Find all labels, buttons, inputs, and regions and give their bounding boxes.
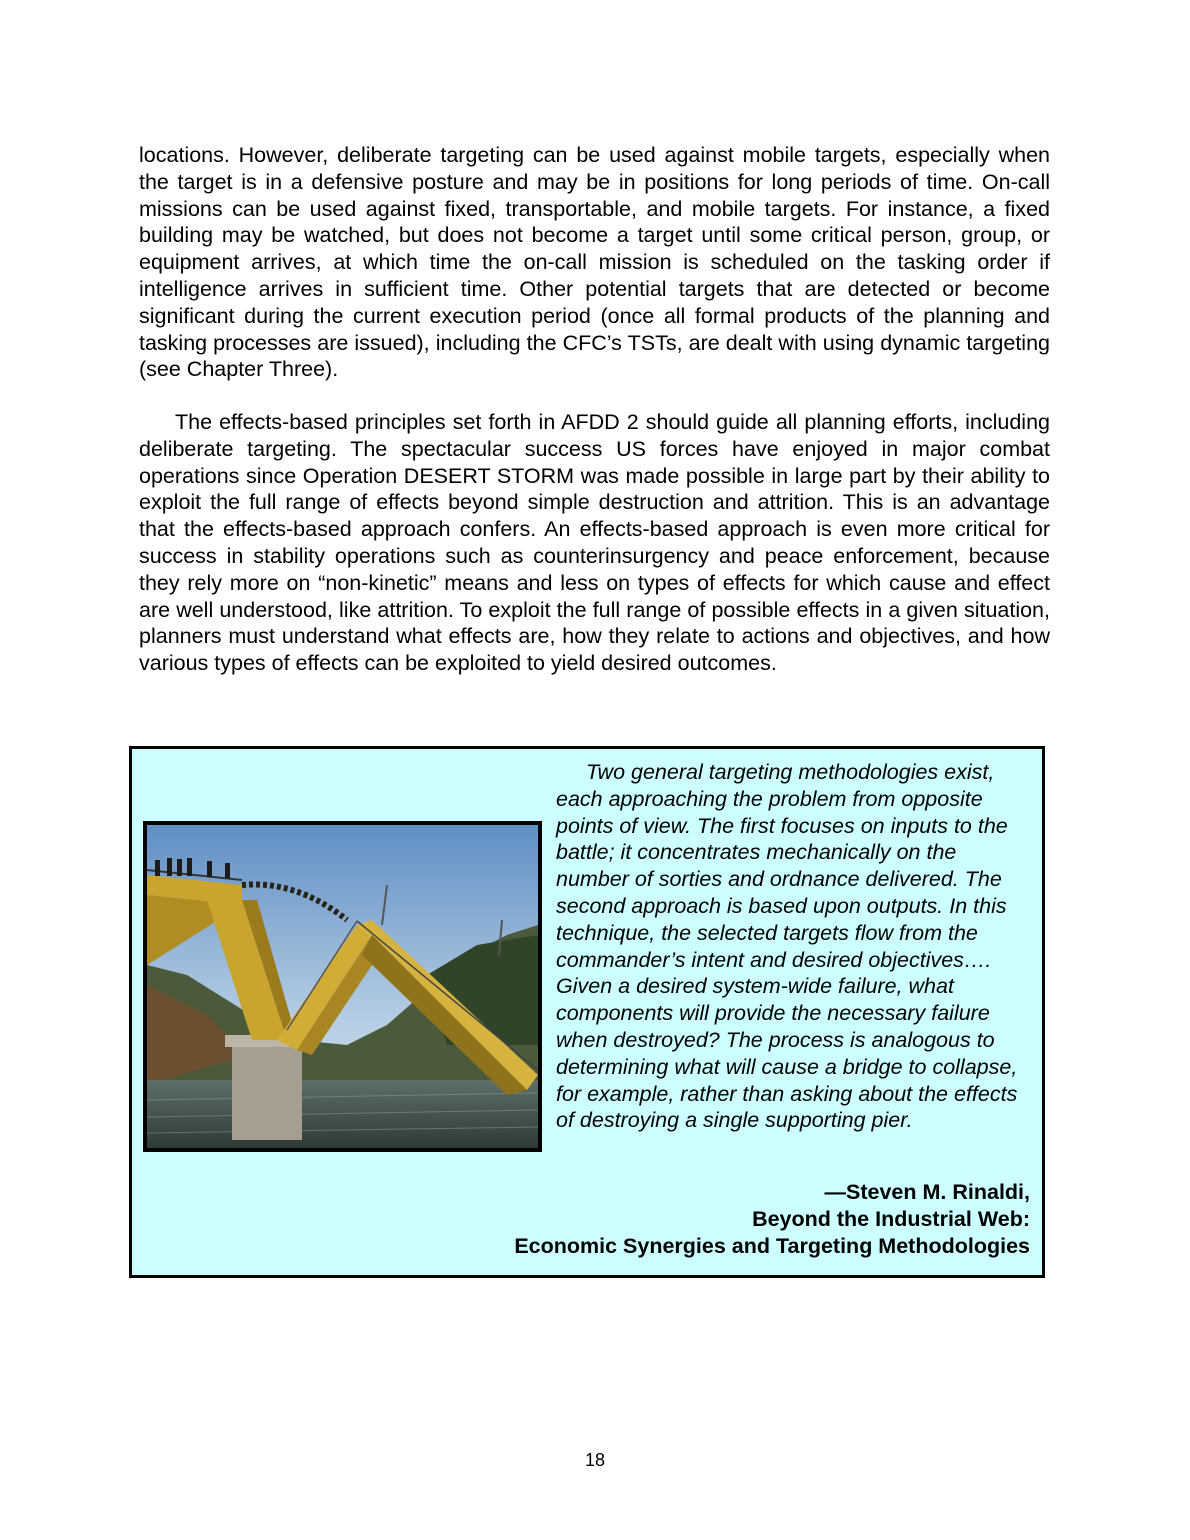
body-paragraph-2: The effects-based principles set forth in AFDD 2 should guide all planning efforts, including deliberate targeting. The spectacular success US forces have enjoyed in major combat operations since Operation DESERT STORM was made possible in large part by their ability to exploit the full range of effects beyond simple destruction and attrition. This is an advantage that the effects-based approach confers. An effects-based approach is even more critical for success in stability operations such as counterinsurgency and peace enforcement, because they rely more on “non-kinetic” means and less on types of effects for which cause and effect are well understood, like attrition. To exploit the full range of possible effects in a given situation, planners must understand what effects are, how they relate to actions and objectives, and how various types of effects can be exploited to yield desired outcomes. bbox=[139, 410, 1050, 676]
quote-body: Two general targeting methodologies exist, each approaching the problem from opposite points of view. The first focuses on inputs to the battle; it concentrates mechanically on the number of sorties and ordnance delivered. The second approach is based upon outputs. In this technique, the selected targets flow from the commander’s intent and desired objectives…. Given a desired system-wide failure, what components will provide the necessary failure when destroyed? The process is analogous to determining what will cause a bridge to collapse, for example, rather than asking about the effects of destroying a single supporting pier. bbox=[556, 760, 1018, 1133]
attribution-subtitle: Economic Synergies and Targeting Methodologies bbox=[514, 1233, 1030, 1258]
quote-text bbox=[556, 759, 1031, 1134]
attribution-title: Beyond the Industrial Web: bbox=[752, 1206, 1030, 1231]
body-paragraph-1: locations. However, deliberate targeting can be used against mobile targets, especially when the target is in a defensive posture and may be in positions for long periods of time. On-call missions can be used against fixed, transportable, and mobile targets. For instance, a fixed building may be watched, but does not become a target until some critical person, group, or equipment arrives, at which time the on-call mission is scheduled on the tasking order if intelligence arrives in sufficient time. Other potential targets that are detected or become significant during the current execution period (once all formal products of the planning and tasking processes are issued), including the CFC’s TSTs, are dealt with using dynamic targeting (see Chapter Three). bbox=[139, 143, 1050, 382]
page-number: 18 bbox=[584, 1450, 606, 1470]
quote-sidebar bbox=[129, 746, 1045, 1278]
attribution-author: —Steven M. Rinaldi, bbox=[824, 1180, 1030, 1204]
collapsed-bridge-illustration bbox=[147, 825, 538, 1148]
collapsed-bridge-photo bbox=[143, 821, 542, 1152]
quote-attribution bbox=[514, 1179, 1030, 1259]
